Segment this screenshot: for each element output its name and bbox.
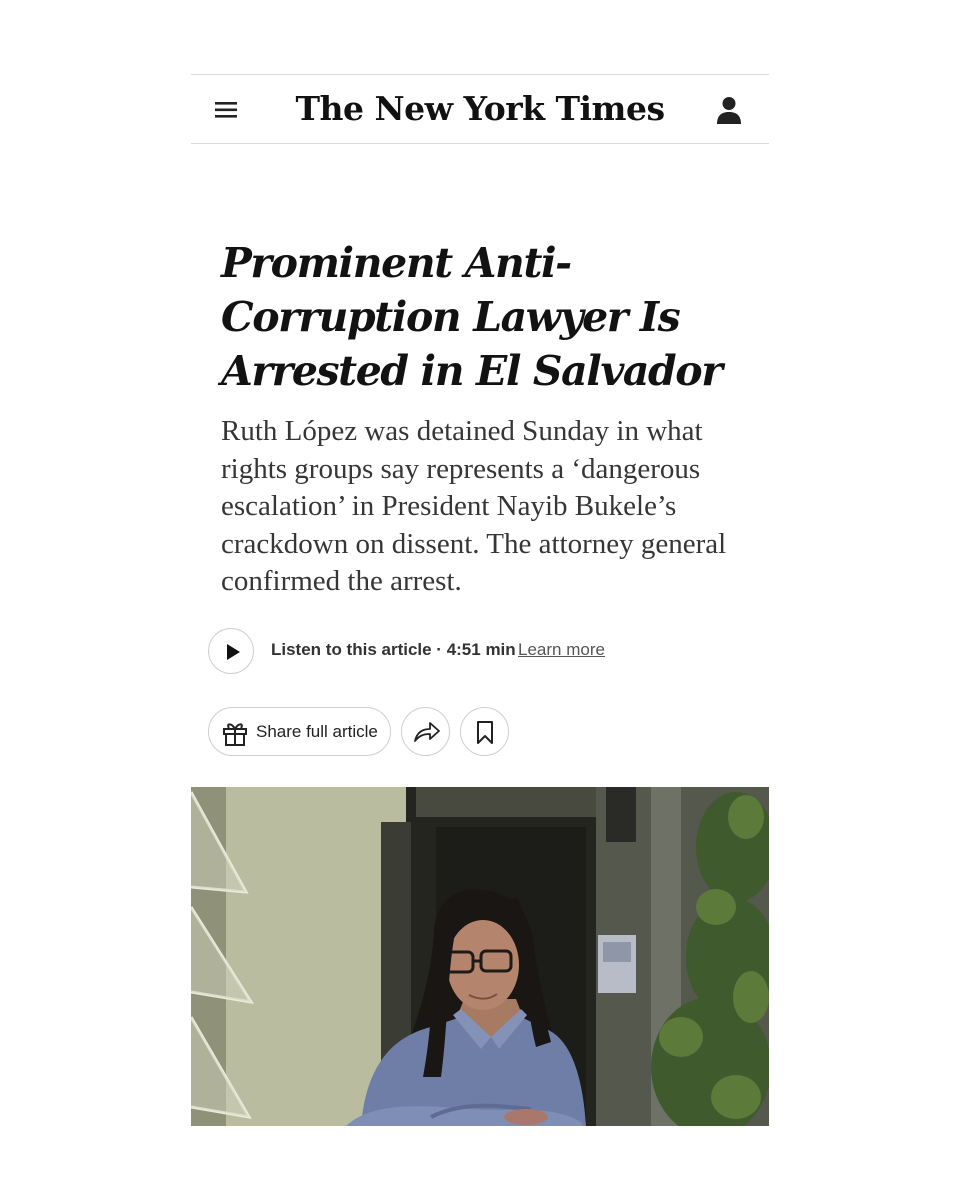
share-full-article-button[interactable] <box>208 707 391 756</box>
bookmark-icon <box>475 720 495 745</box>
site-header <box>191 74 769 144</box>
article-summary: Ruth López was detained Sunday in what rights groups say represents a ‘dangerous escalation’ in President Nayib Bukele’s crackdown on dissent. The attorney general confirmed the arrest. <box>221 415 727 597</box>
learn-more-link[interactable]: Learn more <box>518 640 605 659</box>
play-icon <box>225 643 241 661</box>
gift-icon <box>221 719 249 747</box>
save-button[interactable] <box>460 707 509 756</box>
article-actions <box>208 707 768 757</box>
person-icon <box>715 95 743 125</box>
share-label: Share full article <box>256 722 378 741</box>
article-photo <box>191 787 769 1126</box>
article-headline: Prominent Anti-Corruption Lawyer Is Arrested in El Salvador <box>221 239 722 395</box>
account-button[interactable] <box>715 95 743 125</box>
listen-label: Listen to this article · 4:51 min <box>271 640 516 659</box>
share-arrow-icon <box>413 721 441 743</box>
play-button[interactable] <box>208 628 254 674</box>
share-button[interactable] <box>401 707 450 756</box>
woman-with-glasses-arms-crossed-photo <box>191 787 769 1126</box>
audio-player <box>208 628 768 676</box>
site-logo[interactable]: The New York Times <box>295 89 665 128</box>
